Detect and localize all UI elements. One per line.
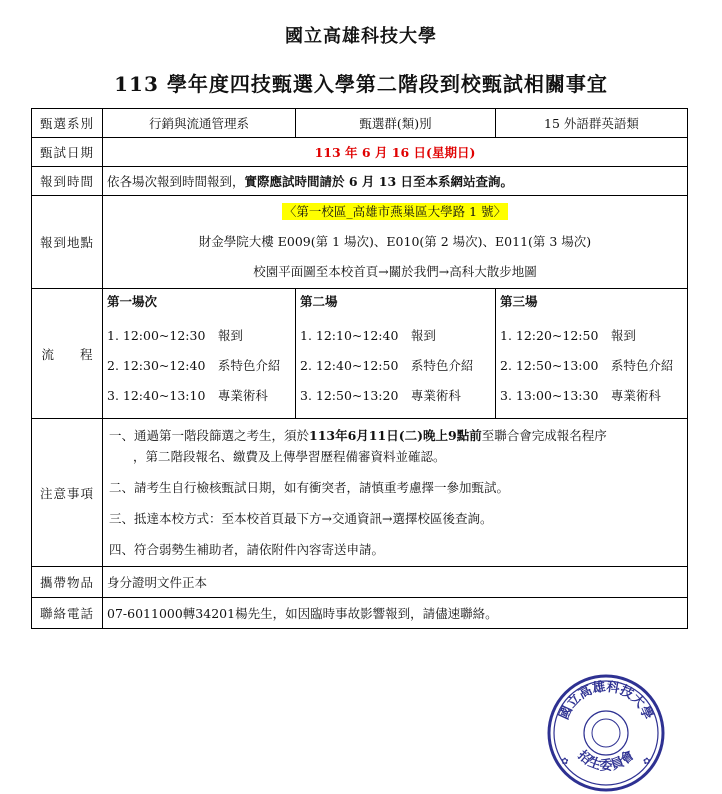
session-1: [103, 289, 296, 419]
items-value: 身分證明文件正本: [103, 567, 688, 598]
session-1-item-1: 1. 12:00~12:30 報到: [107, 328, 243, 343]
note-1-deadline: 113年6月11日(二)晚上9點前: [309, 428, 482, 443]
session-1-title: 第一場次: [107, 294, 158, 309]
svg-text:✿: ✿: [643, 757, 651, 767]
note-1-line-2: ，第二階段報名、繳費及上傳學習歷程備審資料並確認。: [133, 449, 446, 464]
flow-label-char-2: 程: [80, 346, 93, 362]
info-table: [31, 108, 688, 629]
dept-row: [32, 109, 688, 138]
seal-bottom-text: 招生委員會: [574, 748, 638, 774]
date-row: [32, 138, 688, 167]
note-4: 四、符合弱勢生補助者，請依附件內容寄送申請。: [109, 542, 385, 557]
svg-text:招生委員會: [575, 747, 638, 773]
dept-label: 甄選系別: [32, 109, 103, 138]
notes-label: 注意事項: [32, 419, 103, 567]
location-label: 報到地點: [32, 196, 103, 289]
session-3-item-3: 3. 13:00~13:30 專業術科: [500, 388, 661, 403]
svg-text:國立高雄科技大學: [556, 679, 656, 722]
notes-value: [103, 419, 688, 567]
session-2: [296, 289, 496, 419]
admissions-committee-seal-icon: [545, 672, 667, 794]
contact-row: [32, 598, 688, 629]
location-building: 財金學院大樓 E009(第 1 場次)、E010(第 2 場次)、E011(第 3 場次): [198, 234, 592, 249]
checkin-row: [32, 167, 688, 196]
flow-label-char-1: 流: [41, 346, 54, 362]
session-3-item-1: 1. 12:20~12:50 報到: [500, 328, 636, 343]
dept-value: 行銷與流通管理系: [103, 109, 296, 138]
session-2-item-1: 1. 12:10~12:40 報到: [300, 328, 436, 343]
session-2-item-3: 3. 12:50~13:20 專業術科: [300, 388, 461, 403]
session-2-title: 第二場: [300, 294, 338, 309]
session-2-item-2: 2. 12:40~12:50 系特色介紹: [300, 358, 474, 373]
location-value: [103, 196, 688, 289]
session-3: [496, 289, 688, 419]
note-1: [107, 425, 683, 446]
note-1-post: 至聯合會完成報名程序: [481, 428, 607, 443]
contact-label: 聯絡電話: [32, 598, 103, 629]
flow-label: [32, 289, 103, 419]
group-value: 15 外語群英語類: [496, 109, 688, 138]
date-value: 113 年 6 月 16 日(星期日): [103, 138, 688, 167]
session-1-item-3: 3. 12:40~13:10 專業術科: [107, 388, 268, 403]
checkin-plain: 依各場次報到時間報到，: [107, 174, 245, 189]
session-3-item-2: 2. 12:50~13:00 系特色介紹: [500, 358, 674, 373]
flow-row: [32, 289, 688, 419]
checkin-bold: 實際應試時間請於 6 月 13 日至本系網站查詢。: [244, 174, 514, 189]
seal-top-text: 國立高雄科技大學: [556, 679, 656, 723]
items-label: 攜帶物品: [32, 567, 103, 598]
items-row: [32, 567, 688, 598]
group-label: 甄選群(類)別: [296, 109, 496, 138]
note-3: 三、抵達本校方式：至本校首頁最下方→交通資訊→選擇校區後查詢。: [109, 511, 493, 526]
location-row: [32, 196, 688, 289]
svg-text:✿: ✿: [561, 757, 569, 767]
session-3-title: 第三場: [500, 294, 538, 309]
document-subtitle: 113 學年度四技甄選入學第二階段到校甄試相關事宜: [114, 72, 608, 96]
checkin-value: [103, 167, 688, 196]
contact-value: 07-6011000轉34201楊先生，如因臨時事故影響報到，請儘速聯絡。: [103, 598, 688, 629]
location-map: 校園平面圖至本校首頁→關於我們→高科大散步地圖: [253, 264, 537, 279]
note-2: 二、請考生自行檢核甄試日期，如有衝突者，請慎重考慮擇一參加甄試。: [109, 480, 510, 495]
date-label: 甄試日期: [32, 138, 103, 167]
note-1-pre: 一、通過第一階段篩選之考生，須於: [109, 428, 310, 443]
document-title: 國立高雄科技大學: [285, 26, 437, 47]
notes-row: [32, 419, 688, 567]
location-campus: 〈第一校區_高雄市燕巢區大學路 1 號〉: [283, 204, 507, 219]
checkin-label: 報到時間: [32, 167, 103, 196]
session-1-item-2: 2. 12:30~12:40 系特色介紹: [107, 358, 281, 373]
